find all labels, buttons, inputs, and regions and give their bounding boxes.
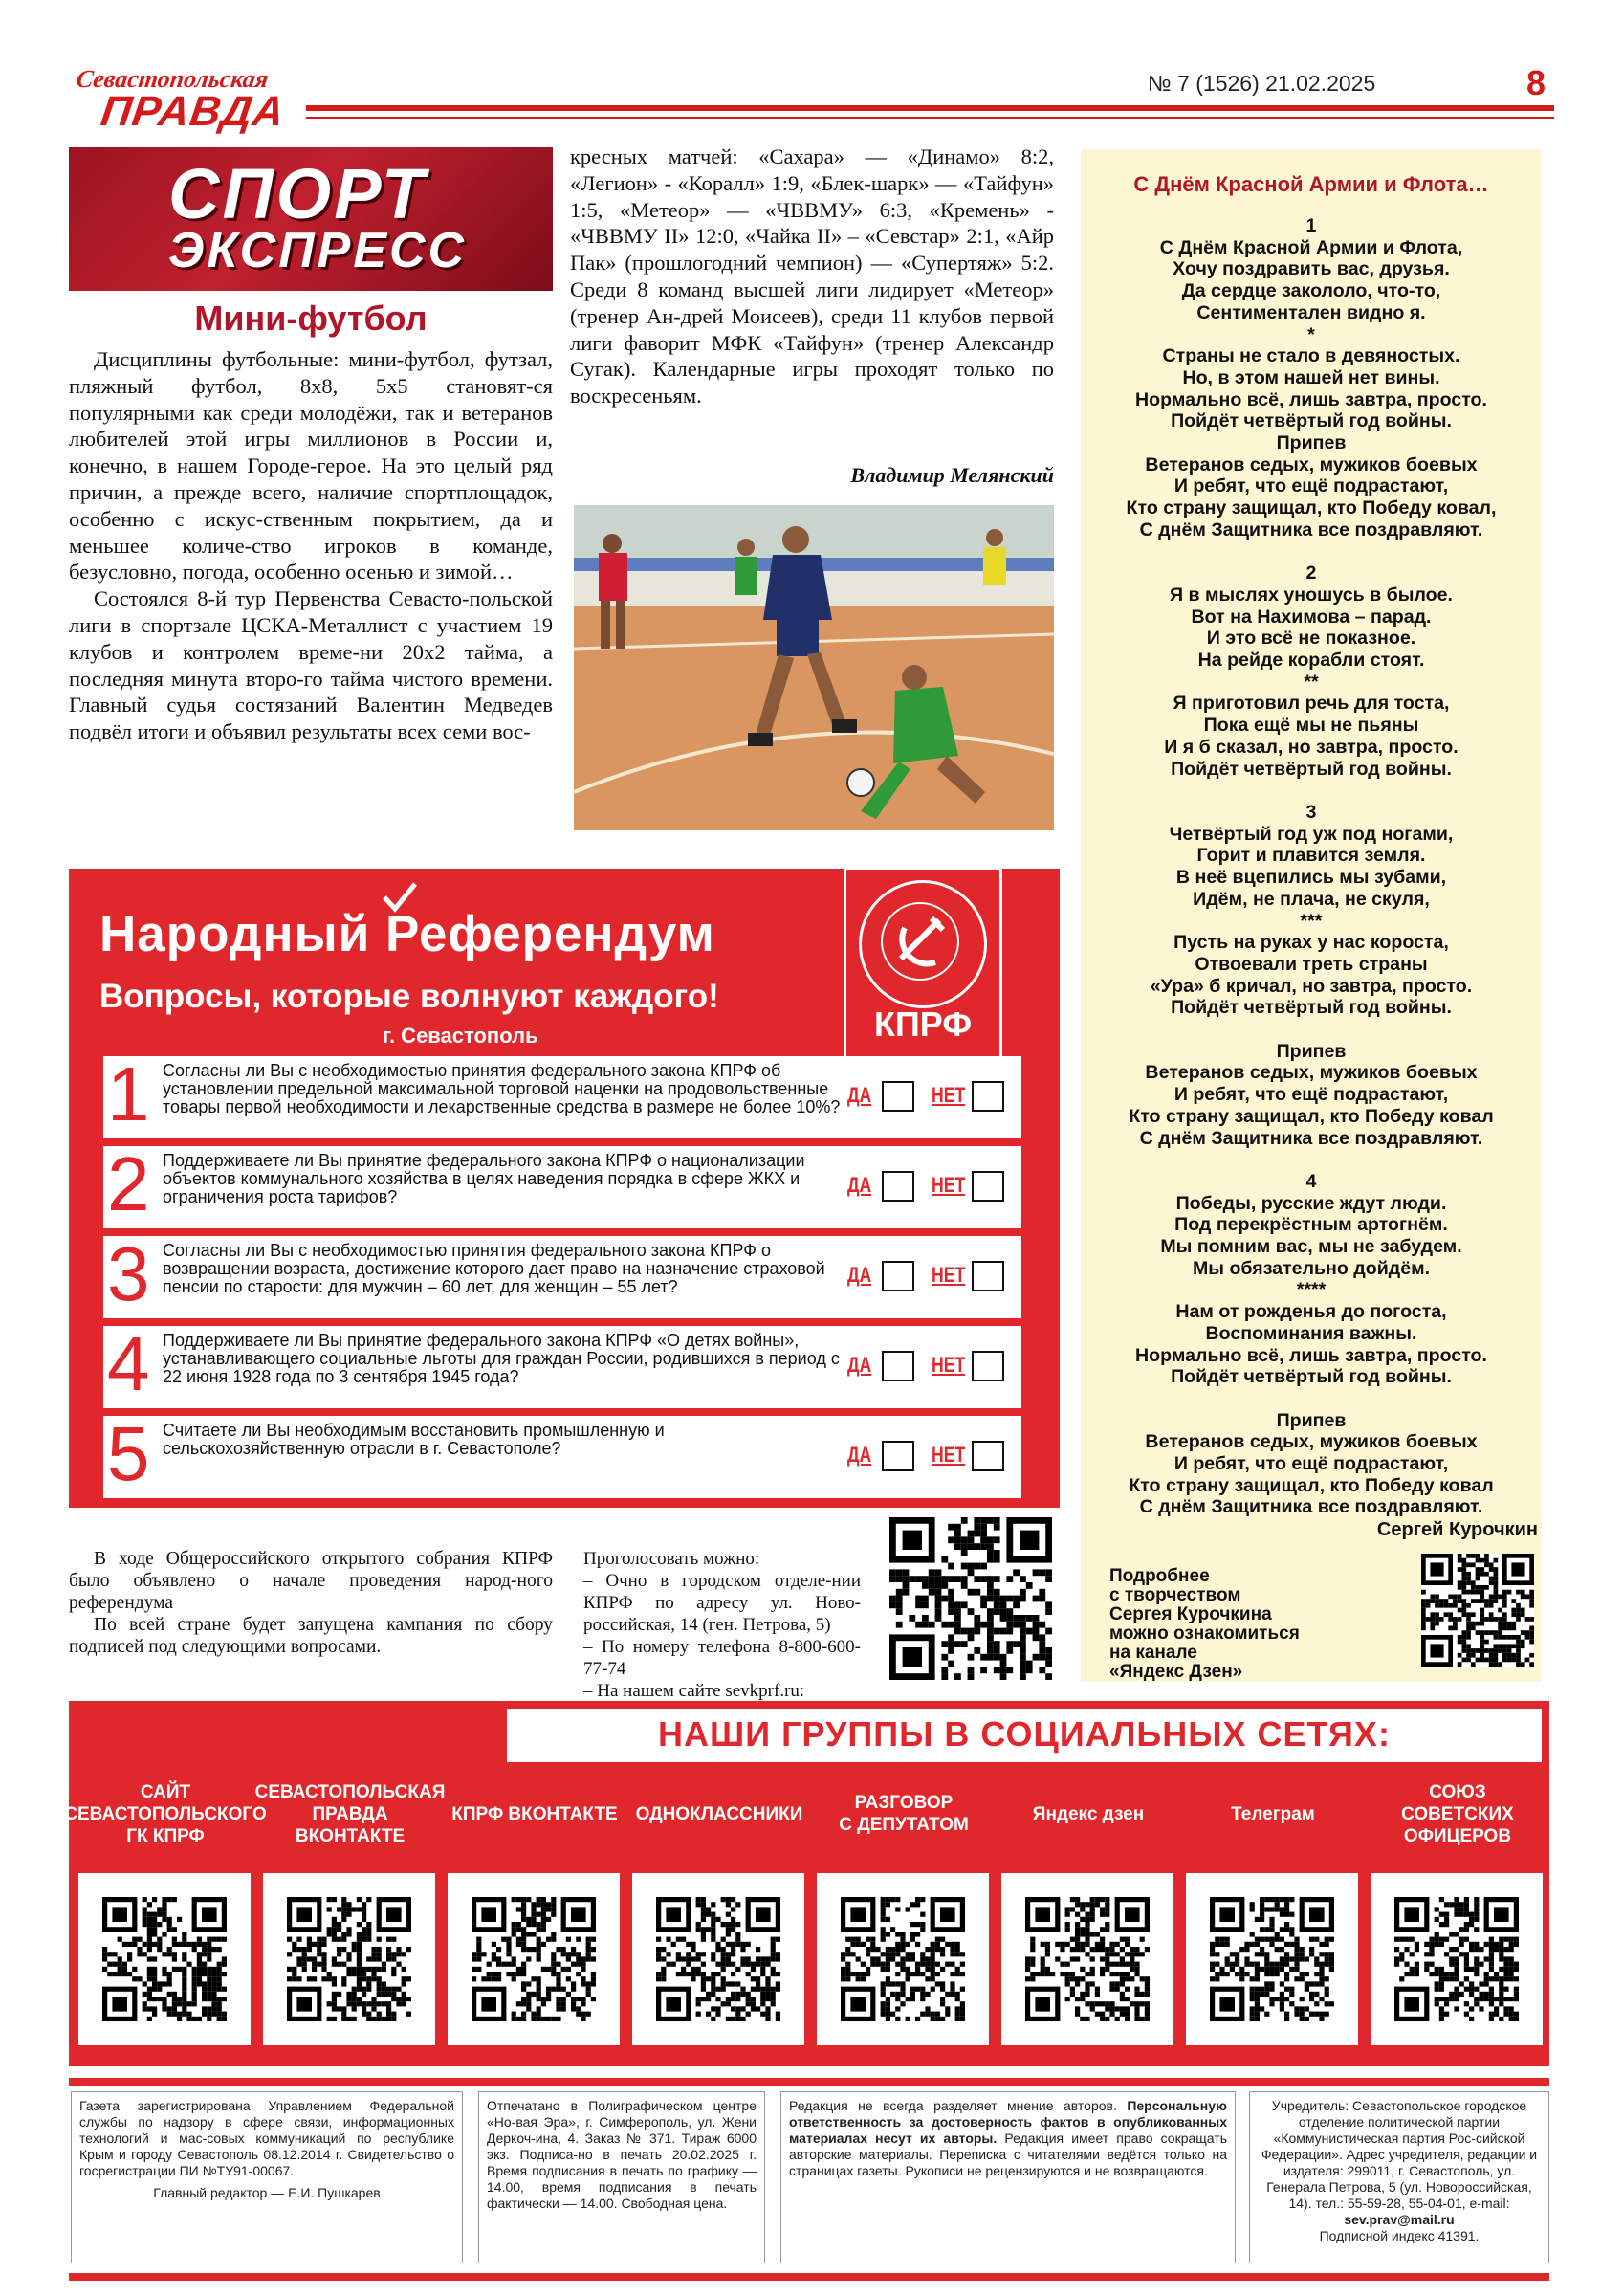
social-qr-code[interactable]	[263, 1873, 435, 2045]
referendum-question-row	[103, 1231, 1021, 1318]
social-qr-code[interactable]	[1001, 1873, 1173, 2045]
yes-checkbox[interactable]	[882, 1171, 914, 1202]
social-qr-code[interactable]	[1186, 1873, 1358, 2045]
checkmark-icon	[381, 880, 419, 919]
footer-disclaimer-text: Редакция не всегда разделяет мнение авторов.	[789, 2098, 1128, 2113]
no-label: НЕТ	[932, 1083, 966, 1107]
social-label: КПРФ ВКОНТАКТЕ	[451, 1803, 618, 1824]
referendum-title: Народный Референдум	[99, 906, 715, 962]
yes-label: ДА	[847, 1443, 872, 1467]
social-label: СЕВАСТОПОЛЬСКАЯ ПРАВДА ВКОНТАКТЕ	[254, 1781, 446, 1846]
social-qr-code[interactable]	[78, 1873, 251, 2045]
no-label: НЕТ	[932, 1443, 966, 1467]
poem-title: С Днём Красной Армии и Флота…	[1133, 172, 1489, 196]
dzen-qr-code[interactable]	[1421, 1554, 1534, 1667]
qr-code-icon	[102, 1897, 227, 2021]
article-author: Владимир Мелянский	[850, 463, 1054, 487]
referendum-city: г. Севастополь	[383, 1024, 538, 1048]
footer-registration-text: Газета зарегистрирована Управлением Федеральной службы по надзору в сфере связи, информационных технологий и мас-совых коммуникаций по республике Крым и городу Севастополь 08.12.2014 г. Свидетельство о госрегистрации ПИ №ТУ91-00067.	[79, 2098, 454, 2178]
logo-main-text: ПРАВДА	[98, 88, 288, 135]
social-label: РАЗГОВОР С ДЕПУТАТОМ	[839, 1793, 969, 1835]
no-checkbox[interactable]	[972, 1351, 1004, 1381]
qr-code-icon	[1025, 1897, 1150, 2021]
question-text: Согласны ли Вы с необходимостью принятия федерального закона КПРФ об установлении предельной максимальной торговой наценки на продовольственные товары первой необходимости и лекарственные средства в размере не более 10%?	[163, 1061, 841, 1116]
qr-code-icon	[472, 1897, 596, 2021]
qr-code-icon	[889, 1517, 1052, 1680]
qr-code-icon	[287, 1897, 411, 2021]
referendum-note-paragraph: В ходе Общероссийского открытого собрания КПРФ было объявлено о начале проведения народ-ного референдума	[69, 1549, 553, 1613]
article-paragraph: кресных матчей: «Сахара» — «Динамо» 8:2, «Легион» - «Коралл» 1:9, «Блек-шарк» — «Тайфун» 1:5, «Метеор» — «ЧВВМУ» 6:3, «Кремень» - «ЧВВМУ II» 12:0, «Чайка II» – «Севстар» 2:1, «Айр Пак» (прошлогодний чемпион) — «Супертяж» 5:2. Среди 8 команд высшей лиги лидирует «Метеор» (тренер Ан-дрей Моисеев), среди 11 клубов первой лиги фаворит МФК «Тайфун» (тренер Александр Сугак). Календарные игры проходят только по воскресеньям.	[570, 144, 1054, 408]
yes-label: ДА	[847, 1173, 872, 1197]
referendum-question-row	[103, 1051, 1021, 1138]
footer-index: Подписной индекс 41391.	[1319, 2228, 1480, 2243]
yes-label: ДА	[847, 1353, 872, 1377]
qr-code-icon	[1210, 1897, 1334, 2021]
qr-code-icon	[1421, 1554, 1534, 1667]
article-column-2	[570, 144, 1054, 409]
no-label: НЕТ	[932, 1263, 966, 1287]
social-label: САЙТ СЕВАСТОПОЛЬСКОГО ГК КПРФ	[64, 1781, 267, 1846]
no-label: НЕТ	[932, 1173, 966, 1197]
no-checkbox[interactable]	[972, 1171, 1004, 1202]
footer-founder-text: Учредитель: Севастопольское городское отделение политической партии «Коммунистическая партия Рос-сийской Федерации». Адрес учредителя, редакции и издателя: 299011, г. Севастополь, ул. Генерала Петрова, 5 (ул. Новороссийская, 14). тел.: 55-59-28, 55-04-01, e-mail:	[1261, 2098, 1538, 2211]
article-paragraph: Состоялся 8-й тур Первенства Севасто-польской лиги в спортзале ЦСКА-Металлист с участием 19 клубов и контролем време-ни 20х2 тайма, а последняя минута второ-го тайма чистого времени. Главный судья состязаний Валентин Медведев подвёл итоги и объявил результаты всех семи вос-	[69, 586, 553, 744]
issue-number: № 7 (1526) 21.02.2025	[1148, 71, 1376, 96]
footer-disclaimer	[780, 2091, 1236, 2263]
poem-text: 1 С Днём Красной Армии и Флота, Хочу поздравить вас, друзья. Да сердце закололо, что-то, Сентиментален видно я. * Страны не стало в девяностых. Но, в этом нашей нет вины. Нормально всё, лишь завтра, просто. Пойдёт четвёртый год войны. Припев Ветеранов седых, мужиков боевых И ребят, что ещё подрастают, Кто страну защищал, кто Победу ковал, С днём Защитника все поздравляют. 2 Я в мыслях уношусь в былое. Вот на Нахимова – парад. И это всё не показное. На рейде корабли стоят. ** Я приготовил речь для тоста, Пока ещё мы не пьяны И я б сказал, но завтра, просто. Пойдёт четвёртый год войны. 3 Четвёртый год уж под ногами, Горит и плавится земля. В неё вцепились мы зубами, Идём, не плача, не скуля, *** Пусть на руках у нас короста, Отвоевали треть страны «Ура» б кричал, но завтра, просто. Пойдёт четвёртый год войны. Припев Ветеранов седых, мужиков боевых И ребят, что ещё подрастают, Кто страну защищал, кто Победу ковал С днём Защитника все поздравляют. 4 Победы, русские ждут люди. Под перекрёстным артогнём. Мы помним вас, мы не забудем. Мы обязательно дойдём. **** Нам от рожденья до погоста, Воспоминания важны. Нормально всё, лишь завтра, просто. Пойдёт четвёртый год войны. Припев Ветеранов седых, мужиков боевых И ребят, что ещё подрастают, Кто страну защищал, кто Победу ковал С днём Защитника все поздравляют.	[1126, 215, 1497, 1518]
dzen-note: Подробнее с творчеством Сергея Курочкина можно ознакомиться на канале «Яндекс Дзен»	[1109, 1566, 1300, 1682]
poem-author: Сергей Курочкин	[1376, 1519, 1538, 1540]
header-rule-thin	[306, 117, 1554, 119]
footer-editor: Главный редактор — Е.И. Пушкарев	[153, 2185, 381, 2200]
footer-printing-text: Отпечатано в Полиграфическом центре «Но-вая Эра», г. Симферополь, ул. Жени Деркоч-ина, 4. Заказ № 371. Тираж 6000 экз. Подписа-но в печать 20.02.2025 г. Время подписания в печать по графику — 14.00, время подписания в печать фактически — 14.00. Свободная цена.	[487, 2098, 757, 2211]
footer-disclaimer-bold: Персональную ответственность за достоверность фактов в опубликованных материалах несут их авторы.	[789, 2098, 1227, 2146]
referendum-question-row	[103, 1411, 1021, 1498]
footer-founder	[1249, 2091, 1549, 2263]
social-qr-code[interactable]	[448, 1873, 620, 2045]
no-checkbox[interactable]	[972, 1081, 1004, 1112]
yes-checkbox[interactable]	[882, 1081, 914, 1112]
article-headline: Мини-футбол	[194, 298, 428, 338]
question-number: 1	[107, 1051, 150, 1137]
social-label: Телеграм	[1231, 1803, 1315, 1824]
footer-disclaimer-text-2: Редакция имеет право сокращать авторские материалы. Переписка с читателями ведётся только на страницах газеты. Рукописи не рецензируются и не возвращаются.	[789, 2130, 1227, 2178]
question-text: Поддерживаете ли Вы принятие федерального закона КПРФ «О детях войны», устанавливающего социальные льготы для граждан России, родившихся в период с 22 июня 1928 года по 3 сентября 1945 года?	[163, 1331, 840, 1386]
social-qr-code[interactable]	[632, 1873, 804, 2045]
question-number: 2	[107, 1141, 150, 1226]
footer-rule-bottom	[69, 2273, 1549, 2281]
social-label: СОЮЗ СОВЕТСКИХ ОФИЦЕРОВ	[1401, 1781, 1514, 1846]
social-title: НАШИ ГРУППЫ В СОЦИАЛЬНЫХ СЕТЯХ:	[658, 1714, 1391, 1754]
no-checkbox[interactable]	[972, 1261, 1004, 1292]
yes-checkbox[interactable]	[882, 1441, 914, 1471]
question-number: 4	[107, 1321, 150, 1406]
kprf-emblem-icon	[859, 880, 987, 1008]
footer-email[interactable]: sev.prav@mail.ru	[1344, 2212, 1455, 2227]
article-column-1	[69, 346, 553, 745]
yes-checkbox[interactable]	[882, 1351, 914, 1381]
yes-label: ДА	[847, 1083, 872, 1107]
footer-printing	[478, 2091, 765, 2263]
question-number: 3	[107, 1231, 150, 1316]
question-text: Согласны ли Вы с необходимостью принятия федерального закона КПРФ о возвращении возраста, достижение которого дает право на назначение страховой пенсии по старости: для мужчин – 60 лет, для женщин – 55 лет?	[163, 1241, 825, 1296]
sport-badge-line2: ЭКСПРЕСС	[168, 223, 468, 278]
logo-top-text: Севастопольская	[75, 65, 271, 93]
qr-code-icon	[841, 1897, 965, 2021]
social-label: Яндекс дзен	[1032, 1803, 1145, 1824]
referendum-subtitle: Вопросы, которые волнуют каждого!	[99, 978, 719, 1015]
kprf-logo-text: КПРФ	[873, 1004, 973, 1044]
question-text: Поддерживаете ли Вы принятие федерального закона КПРФ о национализации объектов коммунального хозяйства в целях наведения порядка в сфере ЖКХ и ограничения роста тарифов?	[163, 1151, 805, 1206]
question-number: 5	[107, 1411, 150, 1496]
footer-registration	[71, 2091, 463, 2263]
qr-code-icon	[656, 1897, 780, 2021]
referendum-note-paragraph: По всей стране будет запущена кампания по сбору подписей под следующими вопросами.	[69, 1615, 553, 1657]
referendum-qr-code[interactable]	[889, 1517, 1052, 1680]
question-text: Считаете ли Вы необходимым восстановить промышленную и сельскохозяйственную отрасли в г. Севастополе?	[163, 1421, 665, 1458]
no-checkbox[interactable]	[972, 1441, 1004, 1471]
vote-instructions: Проголосовать можно: – Очно в городском отделе-нии КПРФ по адресу ул. Ново-российская, 14 (ген. Петрова, 5) – По номеру телефона 8-800-600-77-74 – На нашем сайте sevkprf.ru:	[583, 1549, 861, 1701]
sport-badge-line1: СПОРТ	[168, 154, 428, 233]
article-paragraph: Дисциплины футбольные: мини-футбол, футзал, пляжный футбол, 8х8, 5х5 становят-ся популярными как среди молодёжи, так и ветеранов любителей этой игры миллионов в России и, конечно, в нашем Городе-герое. На это целый ряд причин, а прежде всего, наличие спортплощадок, особенно с искус-ственным покрытием, да и меньшее количе-ство игроков в команде, безусловно, погода, особенно осенью и зимой…	[69, 347, 553, 585]
social-qr-code[interactable]	[817, 1873, 989, 2045]
social-label: ОДНОКЛАССНИКИ	[635, 1803, 803, 1824]
yes-label: ДА	[847, 1263, 872, 1287]
page-number: 8	[1526, 63, 1546, 102]
referendum-question-row	[103, 1321, 1021, 1408]
referendum-note	[69, 1548, 553, 1658]
social-qr-code[interactable]	[1371, 1873, 1543, 2045]
futsal-photo-illustration	[574, 505, 1054, 830]
no-label: НЕТ	[932, 1353, 966, 1377]
futsal-photo	[574, 505, 1054, 830]
footer-rule	[69, 2078, 1549, 2086]
header-rule	[306, 105, 1554, 111]
qr-code-icon	[1394, 1897, 1519, 2021]
yes-checkbox[interactable]	[882, 1261, 914, 1292]
referendum-question-row	[103, 1141, 1021, 1228]
